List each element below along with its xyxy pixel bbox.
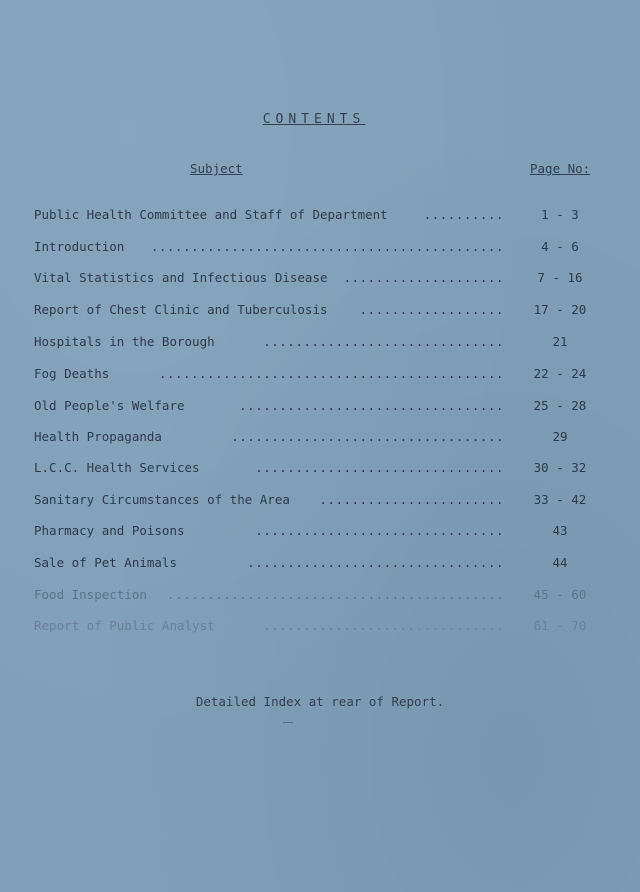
toc-entry-label: Food Inspection [34, 587, 147, 602]
footer-dash [283, 722, 293, 723]
toc-entry-pages: 22 - 24 [533, 366, 587, 381]
page-title: CONTENTS [262, 112, 366, 127]
toc-entry-label: Health Propaganda [34, 429, 162, 444]
toc-entry-pages: 30 - 32 [533, 460, 587, 475]
toc-leader-dots: .................. [359, 302, 504, 317]
toc-entry-pages: 33 - 42 [533, 492, 587, 507]
toc-entry-pages: 29 [552, 429, 568, 444]
toc-entry [34, 553, 594, 573]
toc-entry-label: Sale of Pet Animals [34, 555, 177, 570]
toc-leader-dots: .................................. [231, 429, 504, 444]
toc-entry [34, 521, 594, 541]
toc-leader-dots: ............................... [255, 523, 504, 538]
toc-leader-dots: ................................. [239, 398, 504, 413]
footer-note: Detailed Index at rear of Report. [195, 694, 445, 709]
toc-entry-pages: 21 [552, 334, 568, 349]
toc-leader-dots: ................................ [247, 555, 504, 570]
toc-entry-pages: 1 - 3 [541, 207, 579, 222]
toc-entry-label: Vital Statistics and Infectious Disease [34, 270, 328, 285]
toc-entry-label: Report of Public Analyst [34, 618, 215, 633]
toc-leader-dots: ........................................... [158, 366, 504, 381]
toc-entry-label: L.C.C. Health Services [34, 460, 200, 475]
toc-leader-dots: .............................. [263, 334, 504, 349]
toc-leader-dots: ............................................ [150, 239, 504, 254]
toc-entry [34, 332, 594, 352]
toc-entry-pages: 4 - 6 [541, 239, 579, 254]
toc-leader-dots: ....................... [319, 492, 504, 507]
toc-entry-label: Fog Deaths [34, 366, 110, 381]
toc-entry [34, 205, 594, 225]
toc-entry-label: Pharmacy and Poisons [34, 523, 185, 538]
toc-entry [34, 490, 594, 510]
toc-entry-pages: 44 [552, 555, 568, 570]
toc-entry [34, 427, 594, 447]
toc-entry-label: Introduction [34, 239, 125, 254]
toc-entry [34, 616, 594, 636]
toc-entry [34, 396, 594, 416]
toc-entry-pages: 17 - 20 [533, 302, 587, 317]
toc-leader-dots: .......... [423, 207, 504, 222]
toc-entry [34, 585, 594, 605]
toc-entry-pages: 7 - 16 [537, 270, 583, 285]
toc-entry-pages: 43 [552, 523, 568, 538]
toc-entry-label: Hospitals in the Borough [34, 334, 215, 349]
toc-entry [34, 268, 594, 288]
toc-entry-pages: 61 - 70 [533, 618, 587, 633]
toc-entry-label: Sanitary Circumstances of the Area [34, 492, 290, 507]
subject-column-header: Subject [190, 161, 243, 176]
toc-leader-dots: .............................. [263, 618, 504, 633]
toc-entry-label: Old People's Welfare [34, 398, 185, 413]
toc-entry [34, 300, 594, 320]
toc-entry-pages: 25 - 28 [533, 398, 587, 413]
toc-entry [34, 364, 594, 384]
toc-entry [34, 458, 594, 478]
toc-leader-dots: ............................... [255, 460, 504, 475]
toc-entry-label: Public Health Committee and Staff of Department [34, 207, 388, 222]
toc-entry-label: Report of Chest Clinic and Tuberculosis [34, 302, 328, 317]
toc-entry-pages: 45 - 60 [533, 587, 587, 602]
toc-leader-dots: .......................................... [166, 587, 504, 602]
toc-leader-dots: .................... [343, 270, 504, 285]
page-number-column-header: Page No: [530, 161, 591, 176]
toc-entry [34, 237, 594, 257]
